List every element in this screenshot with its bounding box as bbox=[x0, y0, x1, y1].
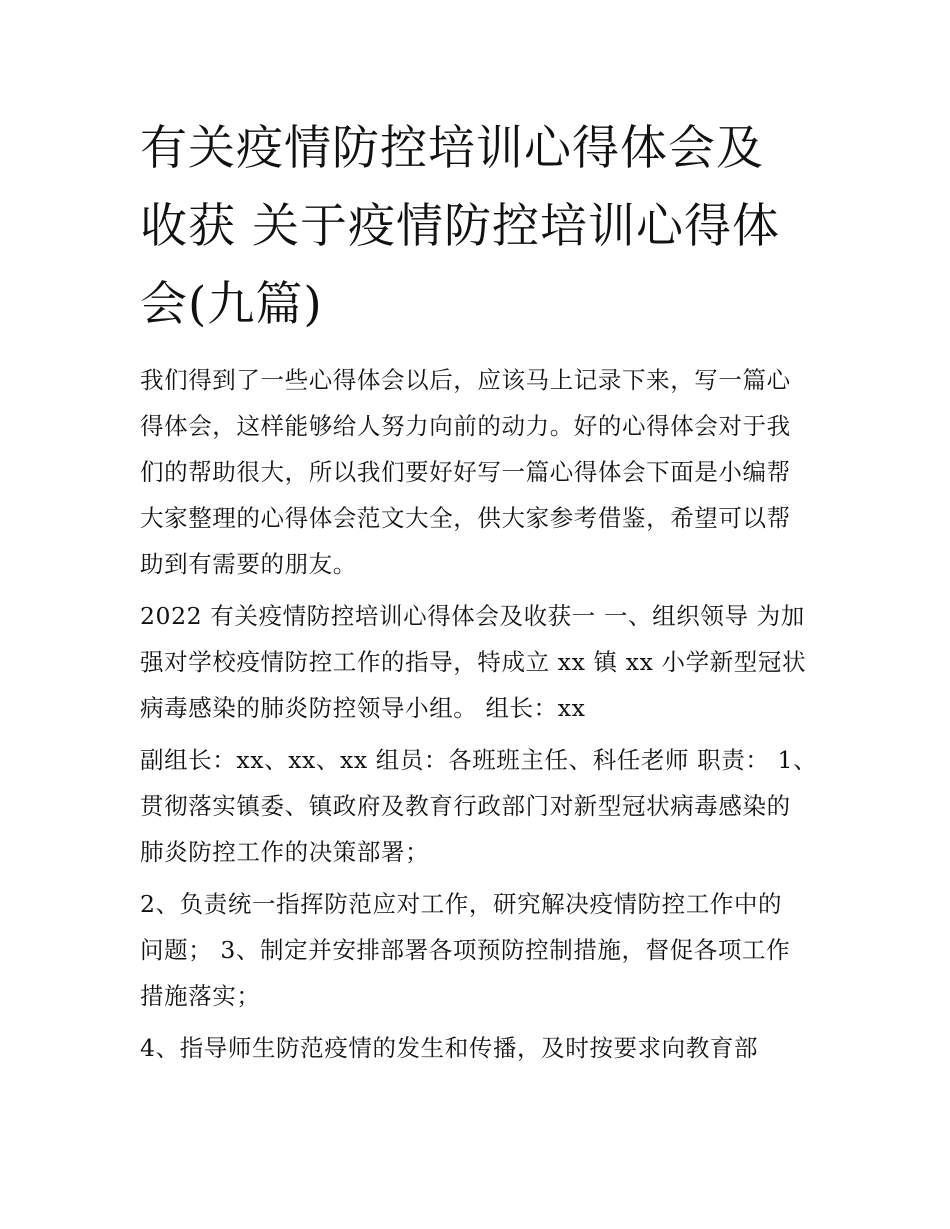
text-line: 得体会，这样能够给人努力向前的动力。好的心得体会对于我 bbox=[140, 412, 791, 440]
text-line: 4、指导师生防范疫情的发生和传播，及时按要求向教育部 bbox=[140, 1034, 759, 1062]
title-line: 有关疫情防控培训心得体会及 bbox=[140, 121, 764, 176]
duty-item-paragraph bbox=[140, 881, 820, 1019]
text-line: 副组长：xx、xx、xx 组员：各班班主任、科任老师 职责： 1、 bbox=[140, 746, 818, 774]
duty-item-paragraph bbox=[140, 1025, 820, 1071]
responsibilities-paragraph bbox=[140, 737, 820, 875]
text-line: 助到有需要的朋友。 bbox=[140, 550, 357, 578]
text-line: 病毒感染的肺炎防控领导小组。 组长：xx bbox=[140, 694, 586, 722]
text-line: 措施落实； bbox=[140, 982, 261, 1010]
text-line: 贯彻落实镇委、镇政府及教育行政部门对新型冠状病毒感染的 bbox=[140, 792, 791, 820]
text-line: 强对学校疫情防控工作的指导，特成立 xx 镇 xx 小学新型冠状 bbox=[140, 648, 807, 676]
title-line: 会(九篇) bbox=[140, 277, 323, 332]
text-line: 问题； 3、制定并安排部署各项预防控制措施，督促各项工作 bbox=[140, 936, 791, 964]
text-line: 大家整理的心得体会范文大全，供大家参考借鉴，希望可以帮 bbox=[140, 504, 791, 532]
document-body bbox=[140, 357, 820, 1077]
organization-paragraph bbox=[140, 593, 820, 731]
title-line: 收获 关于疫情防控培训心得体 bbox=[140, 199, 780, 254]
intro-paragraph bbox=[140, 357, 820, 587]
text-line: 我们得到了一些心得体会以后，应该马上记录下来，写一篇心 bbox=[140, 366, 791, 394]
text-line: 2022 有关疫情防控培训心得体会及收获一 一、组织领导 为加 bbox=[140, 602, 805, 630]
text-line: 2、负责统一指挥防范应对工作，研究解决疫情防控工作中的 bbox=[140, 890, 783, 918]
text-line: 们的帮助很大，所以我们要好好写一篇心得体会下面是小编帮 bbox=[140, 458, 791, 486]
text-line: 肺炎防控工作的决策部署； bbox=[140, 838, 430, 866]
page-title bbox=[140, 110, 820, 344]
